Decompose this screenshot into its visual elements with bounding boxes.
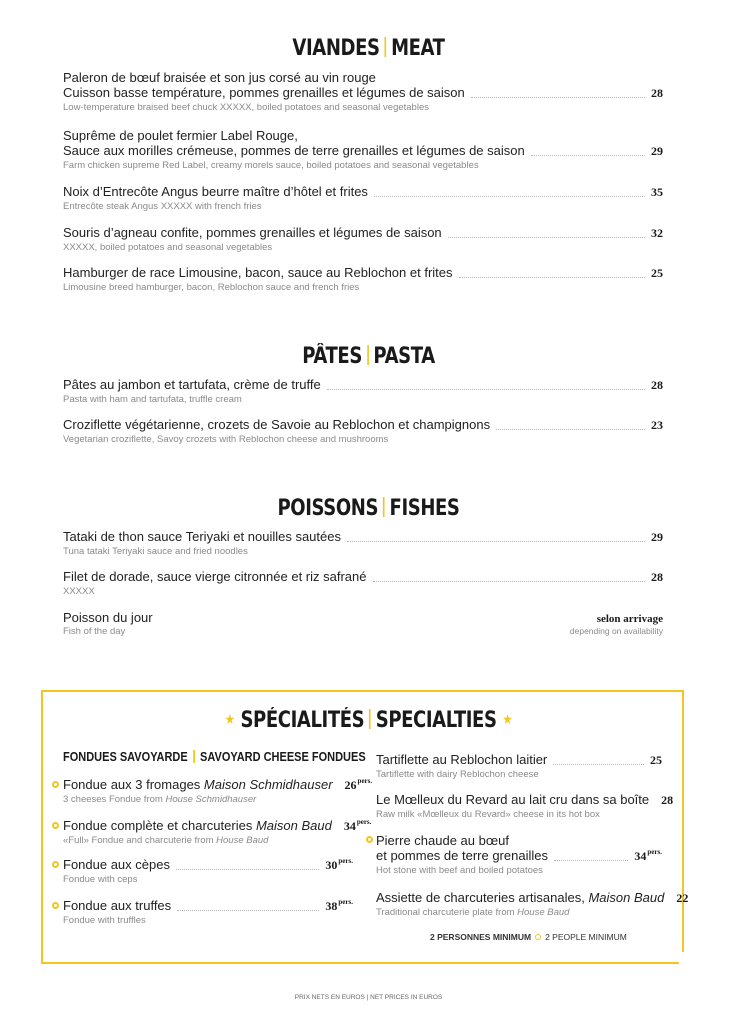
item-price: 25 (650, 753, 662, 767)
item-price: selon arrivage (596, 613, 663, 625)
bullet-icon (52, 781, 59, 788)
item-price: $34^{pers.}$ (343, 818, 372, 833)
item-price: 28 (651, 378, 663, 392)
star-icon: ★ (224, 712, 235, 728)
price-footer: PRIX NETS EN EUROS | NET PRICES IN EUROS (294, 994, 443, 1001)
item-price: 28 (651, 86, 663, 100)
menu-item: Croziflette végétarienne, crozets de Savoie au Reblochon et champignons 23 Vegetarian croziflette, Savoy crozets with Reblochon cheese and mushrooms (63, 417, 663, 445)
fondue-item: Fondue aux truffes $38^{pers.}$ Fondue with truffles (63, 898, 353, 926)
menu-item: Hamburger de race Limousine, bacon, sauce au Reblochon et frites 25 Limousine breed hamburger, bacon, Reblochon sauce and french fries (63, 265, 663, 293)
item-price: 32 (651, 226, 663, 240)
item-price: $26^{pers.}$ (344, 777, 373, 792)
fondue-item: Fondue complète et charcuteries Maison Baud $34^{pers.}$ «Full» Fondue and charcuterie from House Baud (63, 818, 372, 846)
meat-section-title: VIANDES MEAT (292, 36, 445, 61)
item-price: $34^{pers.}$ (634, 848, 662, 863)
menu-item: Filet de dorade, sauce vierge citronnée et riz safrané 28 XXXXX (63, 569, 663, 597)
bullet-icon (535, 934, 541, 940)
bullet-icon (52, 861, 59, 868)
specialty-item: Tartiflette au Reblochon laitier 25 Tartiflette with dairy Reblochon cheese (376, 752, 662, 780)
item-price: 29 (651, 144, 663, 158)
bullet-icon (366, 836, 373, 843)
item-price: 25 (651, 266, 663, 280)
fondues-subtitle: FONDUES SAVOYARDE SAVOYARD CHEESE FONDUES (63, 750, 366, 764)
specialty-item: Le Mœlleux du Revard au lait cru dans sa boîte 28 Raw milk «Mœlleux du Revard» cheese in its hot box (376, 792, 674, 820)
menu-item: Tataki de thon sauce Teriyaki et nouilles sautées 29 Tuna tataki Teriyaki sauce and fried noodles (63, 529, 663, 557)
bullet-icon (52, 902, 59, 909)
pasta-section-title: PÂTES PASTA (302, 344, 435, 369)
item-price: 35 (651, 185, 663, 199)
item-price: 22 (676, 891, 689, 905)
item-price: 29 (651, 530, 663, 544)
bullet-icon (52, 822, 59, 829)
menu-item: Souris d’agneau confite, pommes grenailles et légumes de saison 32 XXXXX, boiled potatoes and seasonal vegetables (63, 225, 663, 253)
menu-item-catch-of-the-day: Poisson du jour selon arrivage Fish of the day depending on availability (63, 610, 663, 637)
item-price: $38^{pers.}$ (325, 898, 353, 913)
fondue-item: Fondue aux cèpes $30^{pers.}$ Fondue with ceps (63, 857, 353, 885)
menu-item: Noix d’Entrecôte Angus beurre maître d’hôtel et frites 35 Entrecôte steak Angus XXXXX with french fries (63, 184, 663, 212)
specialty-item: Assiette de charcuteries artisanales, Maison Baud 22 Traditional charcuterie plate from House Baud (376, 890, 689, 918)
item-price: 23 (651, 418, 663, 432)
specialties-section-title: ★ SPÉCIALITÉS SPECIALTIES ★ (224, 708, 513, 733)
menu-item: Pâtes au jambon et tartufata, crème de truffe 28 Pasta with ham and tartufata, truffle cream (63, 377, 663, 405)
menu-item: Suprême de poulet fermier Label Rouge, Sauce aux morilles crémeuse, pommes de terre grenailles et légumes de saison 29 Farm chicken supreme Red Label, creamy morels sauce, boiled potatoes and seasonal vegetables (63, 128, 663, 171)
minimum-note: 2 PERSONNES MINIMUM 2 PEOPLE MINIMUM (430, 932, 627, 942)
fondue-item: Fondue aux 3 fromages Maison Schmidhauser $26^{pers.}$ 3 cheeses Fondue from House Schmidhauser (63, 777, 373, 805)
specialty-item: Pierre chaude au bœuf et pommes de terre grenailles $34^{pers.}$ Hot stone with beef and boiled potatoes (376, 833, 662, 876)
star-icon: ★ (502, 712, 513, 728)
item-price: 28 (651, 570, 663, 584)
menu-item: Paleron de bœuf braisée et son jus corsé au vin rouge Cuisson basse température, pommes grenailles et légumes de saison 28 Low-temperature braised beef chuck XXXXX, boiled potatoes and seasonal vegetables (63, 70, 663, 113)
item-price: $30^{pers.}$ (325, 857, 353, 872)
item-price: 28 (661, 793, 674, 807)
fish-section-title: POISSONS FISHES (277, 496, 460, 521)
